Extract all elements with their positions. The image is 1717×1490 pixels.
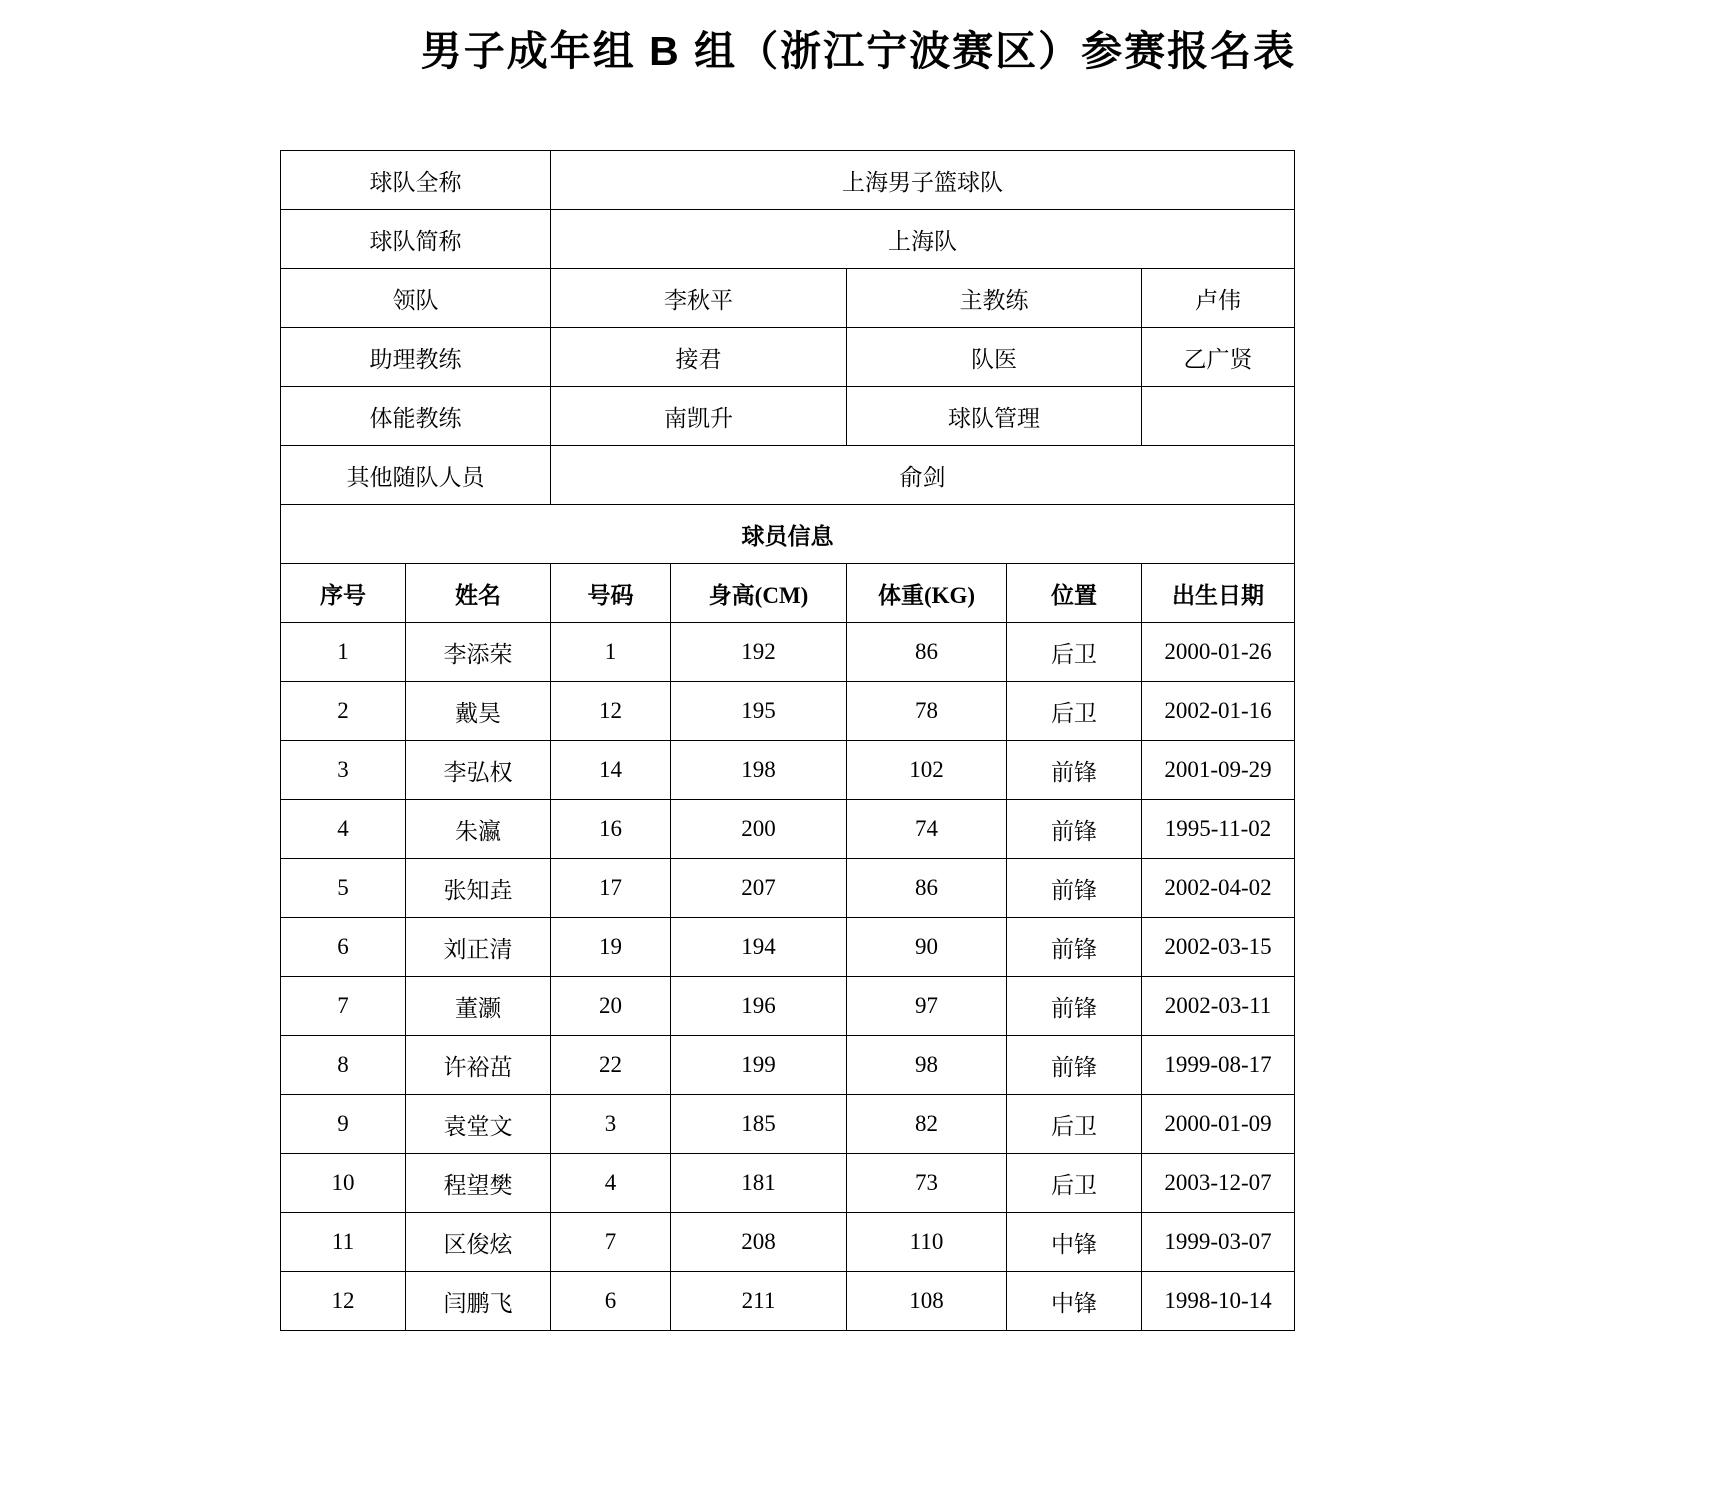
- player-number: 22: [551, 1036, 671, 1095]
- player-weight: 82: [847, 1095, 1007, 1154]
- player-index: 11: [281, 1213, 406, 1272]
- player-index: 10: [281, 1154, 406, 1213]
- player-name: 许裕茁: [406, 1036, 551, 1095]
- player-index: 8: [281, 1036, 406, 1095]
- player-index: 12: [281, 1272, 406, 1331]
- player-position: 后卫: [1007, 623, 1142, 682]
- player-height: 196: [671, 977, 847, 1036]
- label-team-doctor: 队医: [847, 328, 1142, 387]
- value-head-coach: 卢伟: [1142, 269, 1295, 328]
- player-height: 207: [671, 859, 847, 918]
- player-dob: 1999-03-07: [1142, 1213, 1295, 1272]
- player-height: 195: [671, 682, 847, 741]
- label-leader: 领队: [281, 269, 551, 328]
- player-number: 17: [551, 859, 671, 918]
- player-number: 1: [551, 623, 671, 682]
- label-team-manager: 球队管理: [847, 387, 1142, 446]
- player-weight: 74: [847, 800, 1007, 859]
- player-number: 6: [551, 1272, 671, 1331]
- player-weight: 86: [847, 623, 1007, 682]
- player-position: 后卫: [1007, 1154, 1142, 1213]
- player-position: 前锋: [1007, 918, 1142, 977]
- player-weight: 78: [847, 682, 1007, 741]
- table-row-leader: [281, 269, 1295, 328]
- player-number: 19: [551, 918, 671, 977]
- column-header-position: 位置: [1007, 564, 1142, 623]
- player-height: 192: [671, 623, 847, 682]
- player-index: 1: [281, 623, 406, 682]
- player-name: 董灏: [406, 977, 551, 1036]
- player-dob: 2001-09-29: [1142, 741, 1295, 800]
- player-weight: 102: [847, 741, 1007, 800]
- value-team-doctor: 乙广贤: [1142, 328, 1295, 387]
- player-index: 4: [281, 800, 406, 859]
- player-position: 中锋: [1007, 1272, 1142, 1331]
- table-row: [281, 977, 1295, 1036]
- player-dob: 1995-11-02: [1142, 800, 1295, 859]
- table-row: [281, 1095, 1295, 1154]
- table-row: [281, 1272, 1295, 1331]
- player-dob: 1999-08-17: [1142, 1036, 1295, 1095]
- player-dob: 2003-12-07: [1142, 1154, 1295, 1213]
- page-title: 男子成年组 B 组（浙江宁波赛区）参赛报名表: [420, 28, 1297, 74]
- table-row: [281, 741, 1295, 800]
- player-height: 185: [671, 1095, 847, 1154]
- player-index: 6: [281, 918, 406, 977]
- player-position: 后卫: [1007, 1095, 1142, 1154]
- table-row: [281, 623, 1295, 682]
- player-weight: 86: [847, 859, 1007, 918]
- player-dob: 2002-04-02: [1142, 859, 1295, 918]
- player-height: 198: [671, 741, 847, 800]
- table-row: [281, 1154, 1295, 1213]
- registration-form: [280, 150, 1294, 1331]
- player-index: 5: [281, 859, 406, 918]
- player-height: 211: [671, 1272, 847, 1331]
- player-weight: 97: [847, 977, 1007, 1036]
- table-row: [281, 682, 1295, 741]
- player-dob: 1998-10-14: [1142, 1272, 1295, 1331]
- column-header-height: 身高(CM): [671, 564, 847, 623]
- registration-table: [280, 150, 1295, 1331]
- value-leader: 李秋平: [551, 269, 847, 328]
- player-number: 14: [551, 741, 671, 800]
- player-height: 208: [671, 1213, 847, 1272]
- player-name: 区俊炫: [406, 1213, 551, 1272]
- player-weight: 108: [847, 1272, 1007, 1331]
- player-position: 中锋: [1007, 1213, 1142, 1272]
- player-weight: 73: [847, 1154, 1007, 1213]
- player-dob: 2000-01-26: [1142, 623, 1295, 682]
- table-row: [281, 918, 1295, 977]
- player-dob: 2002-03-11: [1142, 977, 1295, 1036]
- player-index: 7: [281, 977, 406, 1036]
- table-row: [281, 1036, 1295, 1095]
- table-row-full-name: [281, 151, 1295, 210]
- player-name: 刘正清: [406, 918, 551, 977]
- table-row-players-section: [281, 505, 1295, 564]
- player-position: 前锋: [1007, 977, 1142, 1036]
- value-short-name: 上海队: [551, 210, 1295, 269]
- player-dob: 2002-03-15: [1142, 918, 1295, 977]
- column-header-number: 号码: [551, 564, 671, 623]
- player-name: 李添荣: [406, 623, 551, 682]
- player-height: 181: [671, 1154, 847, 1213]
- player-name: 程望樊: [406, 1154, 551, 1213]
- value-fitness-coach: 南凯升: [551, 387, 847, 446]
- player-number: 16: [551, 800, 671, 859]
- player-weight: 110: [847, 1213, 1007, 1272]
- player-position: 前锋: [1007, 1036, 1142, 1095]
- value-assistant-coach: 接君: [551, 328, 847, 387]
- player-position: 前锋: [1007, 859, 1142, 918]
- table-row-fitness-coach: [281, 387, 1295, 446]
- table-row-short-name: [281, 210, 1295, 269]
- table-row: [281, 1213, 1295, 1272]
- player-weight: 90: [847, 918, 1007, 977]
- table-row: [281, 859, 1295, 918]
- label-assistant-coach: 助理教练: [281, 328, 551, 387]
- player-index: 3: [281, 741, 406, 800]
- column-header-dob: 出生日期: [1142, 564, 1295, 623]
- player-name: 李弘权: [406, 741, 551, 800]
- player-dob: 2002-01-16: [1142, 682, 1295, 741]
- player-name: 戴昊: [406, 682, 551, 741]
- player-position: 前锋: [1007, 800, 1142, 859]
- player-height: 199: [671, 1036, 847, 1095]
- table-header-row: [281, 564, 1295, 623]
- value-team-manager: [1142, 387, 1295, 446]
- player-number: 3: [551, 1095, 671, 1154]
- player-name: 闫鹏飞: [406, 1272, 551, 1331]
- label-head-coach: 主教练: [847, 269, 1142, 328]
- player-position: 前锋: [1007, 741, 1142, 800]
- column-header-weight: 体重(KG): [847, 564, 1007, 623]
- column-header-index: 序号: [281, 564, 406, 623]
- player-index: 9: [281, 1095, 406, 1154]
- label-short-name: 球队简称: [281, 210, 551, 269]
- player-height: 200: [671, 800, 847, 859]
- player-number: 4: [551, 1154, 671, 1213]
- value-full-name: 上海男子篮球队: [551, 151, 1295, 210]
- player-name: 袁堂文: [406, 1095, 551, 1154]
- label-full-name: 球队全称: [281, 151, 551, 210]
- player-number: 12: [551, 682, 671, 741]
- table-row-other-staff: [281, 446, 1295, 505]
- player-dob: 2000-01-09: [1142, 1095, 1295, 1154]
- table-row: [281, 800, 1295, 859]
- column-header-name: 姓名: [406, 564, 551, 623]
- player-number: 7: [551, 1213, 671, 1272]
- player-weight: 98: [847, 1036, 1007, 1095]
- player-number: 20: [551, 977, 671, 1036]
- player-height: 194: [671, 918, 847, 977]
- player-index: 2: [281, 682, 406, 741]
- label-fitness-coach: 体能教练: [281, 387, 551, 446]
- value-other-staff: 俞剑: [551, 446, 1295, 505]
- player-name: 张知垚: [406, 859, 551, 918]
- players-section-title: 球员信息: [281, 505, 1295, 564]
- player-name: 朱瀛: [406, 800, 551, 859]
- label-other-staff: 其他随队人员: [281, 446, 551, 505]
- player-position: 后卫: [1007, 682, 1142, 741]
- table-row-assistant-coach: [281, 328, 1295, 387]
